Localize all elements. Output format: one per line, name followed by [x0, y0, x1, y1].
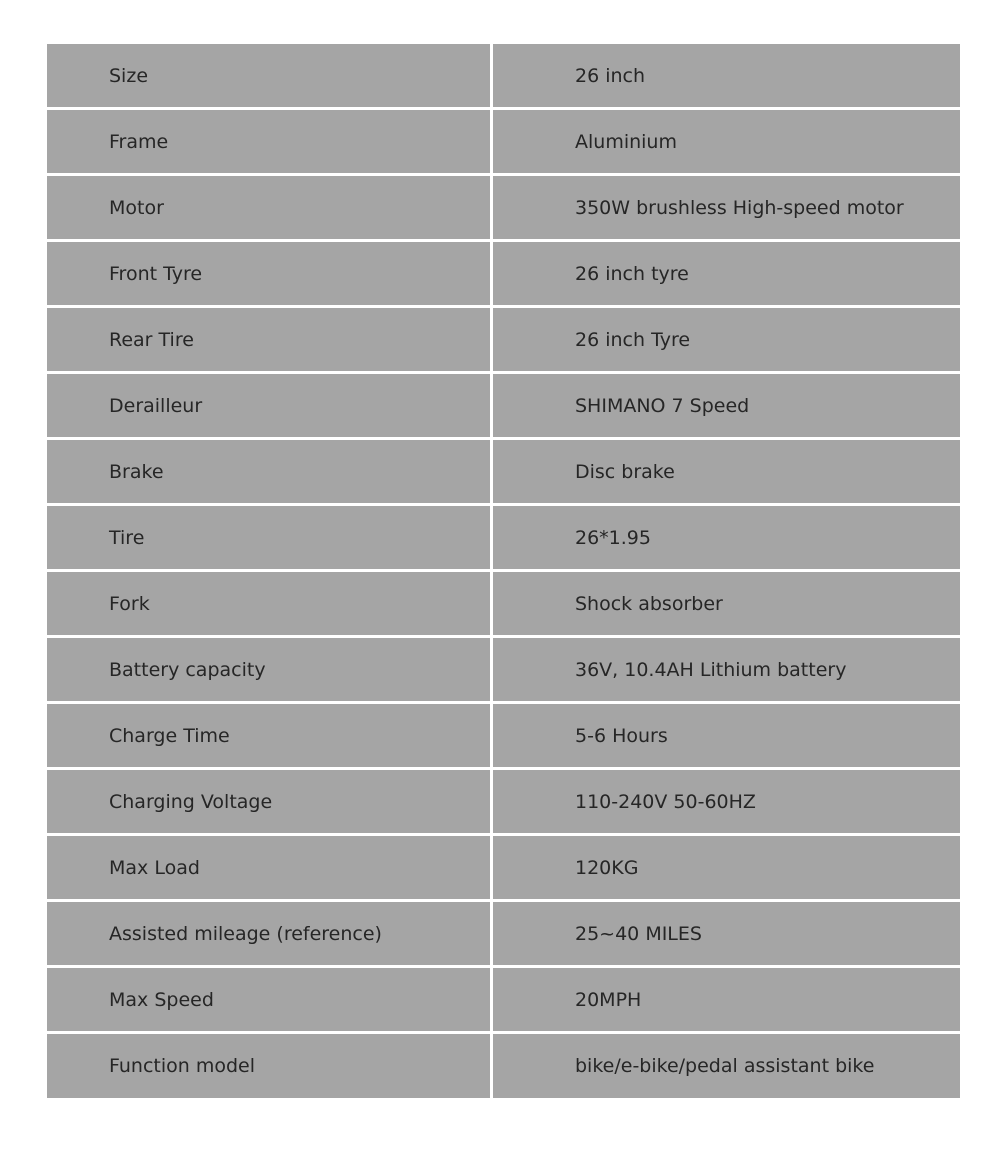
spec-label: Front Tyre: [47, 241, 492, 307]
spec-label: Rear Tire: [47, 307, 492, 373]
table-row: [47, 901, 960, 967]
table-row: [47, 703, 960, 769]
spec-value: 26 inch: [492, 44, 961, 109]
spec-value: 26*1.95: [492, 505, 961, 571]
table-row: [47, 637, 960, 703]
spec-value: 25~40 MILES: [492, 901, 961, 967]
spec-value: Shock absorber: [492, 571, 961, 637]
spec-value: 350W brushless High-speed motor: [492, 175, 961, 241]
spec-value: 26 inch Tyre: [492, 307, 961, 373]
spec-value: bike/e-bike/pedal assistant bike: [492, 1033, 961, 1099]
spec-value: 26 inch tyre: [492, 241, 961, 307]
spec-label: Derailleur: [47, 373, 492, 439]
spec-label: Charging Voltage: [47, 769, 492, 835]
spec-label: Brake: [47, 439, 492, 505]
table-row: [47, 44, 960, 109]
spec-label: Size: [47, 44, 492, 109]
spec-label: Motor: [47, 175, 492, 241]
table-row: [47, 1033, 960, 1099]
spec-label: Max Load: [47, 835, 492, 901]
table-row: [47, 571, 960, 637]
spec-value: Disc brake: [492, 439, 961, 505]
spec-label: Fork: [47, 571, 492, 637]
table-row: [47, 505, 960, 571]
spec-value: SHIMANO 7 Speed: [492, 373, 961, 439]
spec-label: Function model: [47, 1033, 492, 1099]
spec-label: Assisted mileage (reference): [47, 901, 492, 967]
spec-label: Battery capacity: [47, 637, 492, 703]
spec-value: 110-240V 50-60HZ: [492, 769, 961, 835]
spec-label: Tire: [47, 505, 492, 571]
spec-value: 5-6 Hours: [492, 703, 961, 769]
table-row: [47, 109, 960, 175]
spec-value: 120KG: [492, 835, 961, 901]
spec-label: Max Speed: [47, 967, 492, 1033]
table-row: [47, 769, 960, 835]
table-row: [47, 175, 960, 241]
table-row: [47, 307, 960, 373]
table-row: [47, 835, 960, 901]
spec-value: 36V, 10.4AH Lithium battery: [492, 637, 961, 703]
spec-table: [47, 44, 960, 1098]
table-row: [47, 373, 960, 439]
table-row: [47, 241, 960, 307]
table-row: [47, 439, 960, 505]
spec-label: Frame: [47, 109, 492, 175]
spec-label: Charge Time: [47, 703, 492, 769]
spec-value: Aluminium: [492, 109, 961, 175]
spec-value: 20MPH: [492, 967, 961, 1033]
table-row: [47, 967, 960, 1033]
